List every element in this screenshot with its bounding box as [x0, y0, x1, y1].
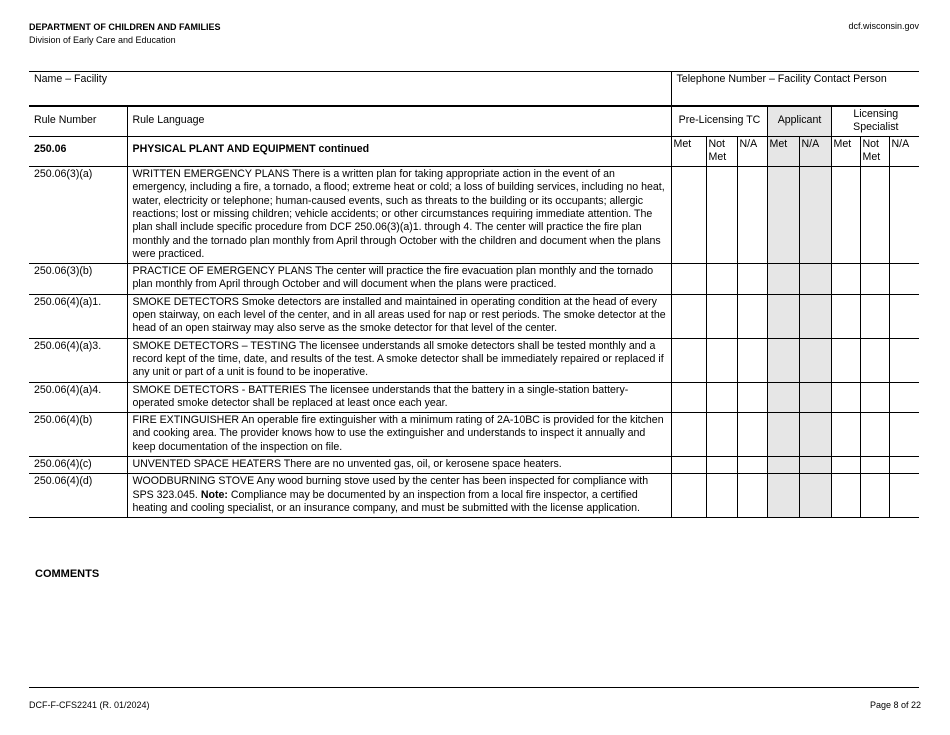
pre-met-cell[interactable]: [671, 294, 706, 338]
pre-not-met-header: Not Met: [706, 137, 737, 167]
rule-language: UNVENTED SPACE HEATERS There are no unvented gas, oil, or kerosene space heaters.: [127, 457, 671, 474]
rule-number: 250.06(4)(b): [29, 413, 127, 457]
applicant-met-cell[interactable]: [767, 167, 799, 264]
rule-language: [127, 474, 671, 518]
facility-name-field[interactable]: [29, 72, 671, 106]
rule-number: 250.06(4)(a)1.: [29, 294, 127, 338]
applicant-met-header: Met: [767, 137, 799, 167]
facility-name-label: Name – Facility: [34, 73, 107, 85]
lic-not-met-cell[interactable]: [860, 167, 889, 264]
comments-label: COMMENTS: [35, 568, 100, 580]
applicant-met-cell[interactable]: [767, 294, 799, 338]
lic-na-header: N/A: [889, 137, 919, 167]
applicant-na-cell[interactable]: [799, 264, 831, 295]
telephone-label: Telephone Number – Facility Contact Person: [676, 73, 887, 85]
rule-language: SMOKE DETECTORS - BATTERIES The licensee understands that the battery in a single-station battery-operated smoke detector shall be replaced at least once each year.: [127, 382, 671, 413]
section-number: 250.06: [29, 137, 127, 167]
pre-met-cell[interactable]: [671, 474, 706, 518]
lic-not-met-cell[interactable]: [860, 474, 889, 518]
lic-met-cell[interactable]: [831, 264, 860, 295]
lic-met-cell[interactable]: [831, 338, 860, 382]
lic-not-met-cell[interactable]: [860, 413, 889, 457]
pre-na-cell[interactable]: [737, 413, 767, 457]
lic-na-cell[interactable]: [889, 338, 919, 382]
pre-not-met-cell[interactable]: [706, 264, 737, 295]
rule-number: 250.06(3)(a): [29, 167, 127, 264]
pre-not-met-cell[interactable]: [706, 382, 737, 413]
pre-not-met-cell[interactable]: [706, 167, 737, 264]
table-row: [29, 457, 919, 474]
rule-language: FIRE EXTINGUISHER An operable fire extinguisher with a minimum rating of 2A-10BC is provided for the kitchen and cooking area. The provider knows how to use the extinguisher and understands to inspect it annually and keep documentation of the inspection on file.: [127, 413, 671, 457]
applicant-met-cell[interactable]: [767, 474, 799, 518]
applicant-na-cell[interactable]: [799, 382, 831, 413]
lic-not-met-cell[interactable]: [860, 457, 889, 474]
pre-met-cell[interactable]: [671, 338, 706, 382]
lic-not-met-cell[interactable]: [860, 382, 889, 413]
section-title: PHYSICAL PLANT AND EQUIPMENT continued: [127, 137, 671, 167]
applicant-na-cell[interactable]: [799, 413, 831, 457]
pre-met-cell[interactable]: [671, 413, 706, 457]
licensing-specialist-header: Licensing Specialist: [831, 106, 919, 137]
table-row: [29, 338, 919, 382]
lic-met-cell[interactable]: [831, 457, 860, 474]
lic-met-cell[interactable]: [831, 294, 860, 338]
lic-na-cell[interactable]: [889, 294, 919, 338]
pre-na-cell[interactable]: [737, 382, 767, 413]
applicant-header: Applicant: [767, 106, 831, 137]
pre-met-cell[interactable]: [671, 167, 706, 264]
table-row: [29, 474, 919, 518]
department-name: DEPARTMENT OF CHILDREN AND FAMILIES: [29, 22, 221, 32]
applicant-na-cell[interactable]: [799, 474, 831, 518]
division-name: Division of Early Care and Education: [29, 35, 176, 45]
rule-number: 250.06(4)(a)3.: [29, 338, 127, 382]
lic-met-cell[interactable]: [831, 413, 860, 457]
pre-not-met-cell[interactable]: [706, 338, 737, 382]
note-label: Note:: [200, 488, 228, 501]
applicant-met-cell[interactable]: [767, 413, 799, 457]
table-row: [29, 264, 919, 295]
rule-number-header: Rule Number: [29, 106, 127, 137]
rule-language: PRACTICE OF EMERGENCY PLANS The center will practice the fire evacuation plan monthly and the tornado plan monthly from April through October and will document when the plans were practiced.: [127, 264, 671, 295]
lic-na-cell[interactable]: [889, 167, 919, 264]
table-row: [29, 413, 919, 457]
page-number: Page 8 of 22: [869, 700, 921, 710]
lic-met-cell[interactable]: [831, 167, 860, 264]
rule-text-before: WOODBURNING STOVE Any wood burning stove used by the center has been inspected for compliance with SPS 323.045.: [132, 475, 649, 501]
table-row: [29, 294, 919, 338]
rule-number: 250.06(3)(b): [29, 264, 127, 295]
lic-na-cell[interactable]: [889, 474, 919, 518]
pre-met-cell[interactable]: [671, 382, 706, 413]
lic-not-met-cell[interactable]: [860, 338, 889, 382]
pre-met-header: Met: [671, 137, 706, 167]
table-row: [29, 382, 919, 413]
lic-met-header: Met: [831, 137, 860, 167]
applicant-met-cell[interactable]: [767, 457, 799, 474]
lic-met-cell[interactable]: [831, 474, 860, 518]
rule-language: SMOKE DETECTORS – TESTING The licensee understands all smoke detectors shall be tested monthly and a record kept of the time, date, and results of the test. A smoke detector shall be immediately repaired or replaced if any unit or part of a unit is found to be inoperative.: [127, 338, 671, 382]
rule-number: 250.06(4)(d): [29, 474, 127, 518]
pre-met-cell[interactable]: [671, 264, 706, 295]
footer-divider: [29, 687, 919, 688]
pre-licensing-header: Pre-Licensing TC: [671, 106, 767, 137]
rule-language: WRITTEN EMERGENCY PLANS There is a written plan for taking appropriate action in the event of an emergency, including a fire, a tornado, a flood; extreme heat or cold; a loss of building services, including no heat, water, electricity or telephone; human-caused events, such as threats to the building or its occupants; allergic reactions; lost or missing children; vehicle accidents; or other circumstances requiring immediate attention. The plan shall include specific procedure from DCF 250.06(3)(a)1. through 4. The center will practice the fire plan monthly and the tornado plan monthly from April through October with the children and document when the plans were practiced.: [127, 167, 671, 264]
applicant-na-cell[interactable]: [799, 167, 831, 264]
lic-na-cell[interactable]: [889, 413, 919, 457]
applicant-na-cell[interactable]: [799, 294, 831, 338]
pre-not-met-cell[interactable]: [706, 474, 737, 518]
telephone-field[interactable]: [671, 72, 919, 106]
pre-not-met-cell[interactable]: [706, 294, 737, 338]
table-row: [29, 167, 919, 264]
pre-not-met-cell[interactable]: [706, 457, 737, 474]
applicant-na-header: N/A: [799, 137, 831, 167]
applicant-na-cell[interactable]: [799, 457, 831, 474]
form-id: DCF-F-CFS2241 (R. 01/2024): [29, 700, 150, 710]
applicant-met-cell[interactable]: [767, 264, 799, 295]
website-link[interactable]: dcf.wisconsin.gov: [848, 21, 919, 31]
pre-na-header: N/A: [737, 137, 767, 167]
pre-met-cell[interactable]: [671, 457, 706, 474]
pre-na-cell[interactable]: [737, 457, 767, 474]
lic-not-met-cell[interactable]: [860, 264, 889, 295]
lic-na-cell[interactable]: [889, 382, 919, 413]
rule-number: 250.06(4)(c): [29, 457, 127, 474]
pre-na-cell[interactable]: [737, 167, 767, 264]
applicant-met-cell[interactable]: [767, 382, 799, 413]
lic-na-cell[interactable]: [889, 457, 919, 474]
rule-language: SMOKE DETECTORS Smoke detectors are installed and maintained in operating condition at the head of every open stairway, on each level of the center, and in all areas used for nap or rest periods. The smoke detector at the head of an open stairway may also serve as the smoke detector for that level of the center.: [127, 294, 671, 338]
pre-na-cell[interactable]: [737, 474, 767, 518]
lic-na-cell[interactable]: [889, 264, 919, 295]
checklist-table: [29, 71, 919, 518]
lic-not-met-cell[interactable]: [860, 294, 889, 338]
page-header: [29, 21, 221, 47]
pre-na-cell[interactable]: [737, 338, 767, 382]
lic-met-cell[interactable]: [831, 382, 860, 413]
lic-not-met-header: Not Met: [860, 137, 889, 167]
applicant-met-cell[interactable]: [767, 338, 799, 382]
rule-language-header: Rule Language: [127, 106, 671, 137]
applicant-na-cell[interactable]: [799, 338, 831, 382]
rule-text-after: Compliance may be documented by an inspection from a local fire inspector, a certified heating and cooling specialist, or an insurance company, and must be submitted with the license application.: [132, 488, 640, 514]
pre-not-met-cell[interactable]: [706, 413, 737, 457]
pre-na-cell[interactable]: [737, 264, 767, 295]
rule-number: 250.06(4)(a)4.: [29, 382, 127, 413]
pre-na-cell[interactable]: [737, 294, 767, 338]
